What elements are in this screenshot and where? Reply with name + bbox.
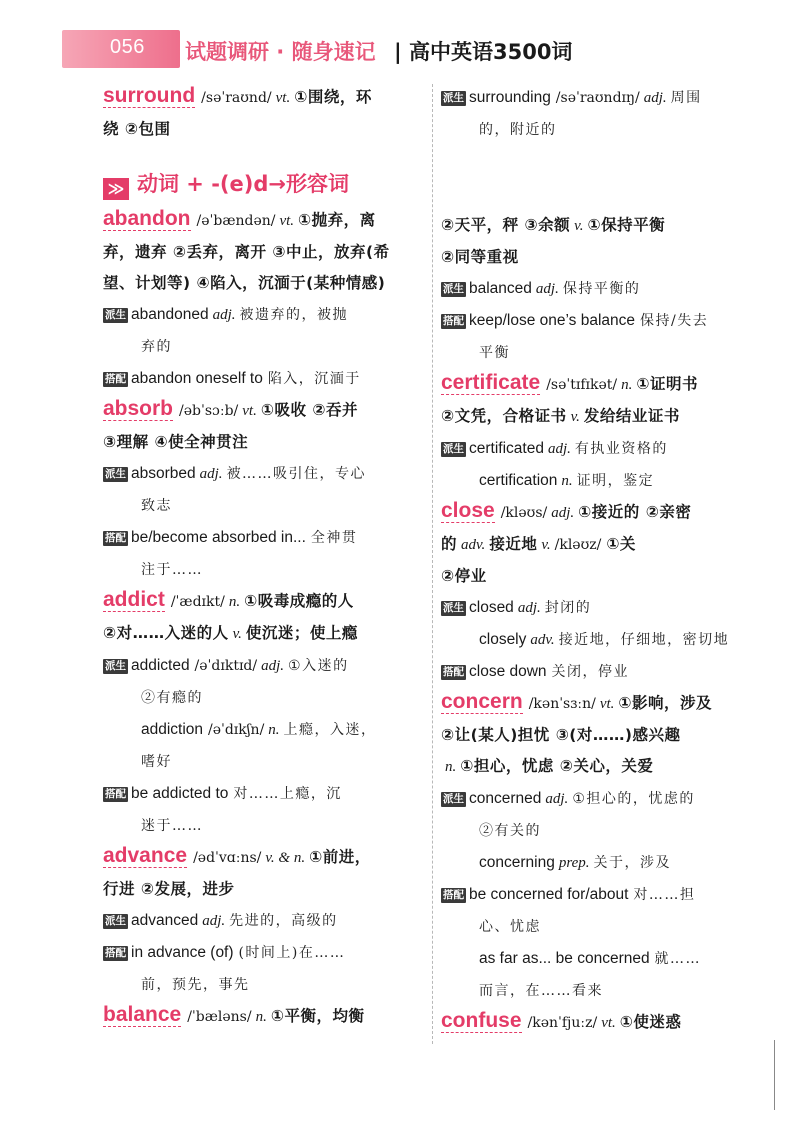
collocation-line	[103, 363, 425, 395]
collocation-tag: 搭配	[105, 373, 126, 385]
derivative-definition: 保持平衡的	[562, 281, 641, 297]
page-edge-mark	[774, 1040, 775, 1110]
section-title: 动词 + -(e)d→形容词	[137, 172, 349, 196]
page-header	[0, 30, 800, 68]
definition: ①抛弃，离	[298, 211, 376, 229]
derivative-continuation	[103, 490, 425, 522]
derivative-word: addicted	[131, 657, 190, 674]
collocation-tag: 搭配	[105, 947, 126, 959]
collocation-definition: 心、忧虑	[479, 919, 541, 935]
collocation-continuation	[103, 810, 425, 842]
collocation-definition: 前，预先，事先	[141, 977, 250, 993]
collocation-line	[441, 879, 761, 911]
phonetic: /kənˈfjuːz/	[527, 1015, 598, 1031]
definition: 接近地	[489, 535, 538, 553]
derivative-word: concerning	[479, 854, 555, 871]
phonetic: /kləʊs/	[500, 505, 548, 521]
collocation-continuation	[103, 554, 425, 586]
definition: 发给结业证书	[583, 407, 680, 425]
collocation-definition: 陷入，沉湎于	[267, 371, 361, 387]
entry-continuation	[441, 401, 761, 433]
derivative-definition: 封闭的	[544, 600, 592, 616]
definition: ②文凭，合格证书	[441, 407, 567, 425]
part-of-speech: adj.	[545, 791, 569, 807]
entry-addict	[103, 586, 425, 618]
headword: absorb	[103, 397, 174, 420]
header-title	[394, 36, 572, 66]
collocation-phrase: close down	[469, 663, 547, 680]
derivative-tag: 派生	[443, 602, 464, 614]
part-of-speech: n.	[228, 594, 241, 610]
collocation-line	[441, 943, 761, 975]
definition: 的	[441, 535, 458, 553]
entry-continuation	[103, 874, 425, 905]
definition: ①吸收 ②吞并	[260, 401, 358, 419]
collocation-phrase: be concerned for/about	[469, 886, 629, 903]
derivative-word: absorbed	[131, 465, 196, 482]
collocation-line	[441, 656, 761, 688]
derivative-word: surrounding	[469, 89, 551, 106]
entry-advance	[103, 842, 425, 874]
phonetic: /əbˈsɔːb/	[179, 403, 239, 419]
entry-absorb	[103, 395, 425, 427]
derivative-line	[103, 714, 425, 746]
collocation-tag: 搭配	[105, 788, 126, 800]
definition: ①保持平衡	[587, 216, 666, 234]
section-spacer	[441, 146, 761, 210]
phonetic: /əˈbændən/	[196, 213, 276, 229]
part-of-speech: adj.	[547, 441, 571, 457]
phonetic: /ədˈvɑːns/	[193, 850, 262, 866]
entry-balance	[103, 1001, 425, 1033]
derivative-line	[441, 433, 761, 465]
definition: 绕 ②包围	[103, 120, 171, 138]
collocation-definition: (时间上)在……	[238, 945, 346, 961]
part-of-speech: adj.	[643, 90, 667, 106]
definition: ①影响，涉及	[618, 694, 713, 712]
derivative-tag: 派生	[443, 92, 464, 104]
collocation-line	[103, 778, 425, 810]
column-divider	[432, 84, 433, 1044]
collocation-definition: 注于……	[141, 562, 203, 578]
derivative-tag: 派生	[443, 283, 464, 295]
definition: ①接近的 ②亲密	[578, 503, 692, 521]
collocation-definition: 迷于……	[141, 818, 203, 834]
entry-continuation	[441, 751, 761, 783]
derivative-line	[441, 273, 761, 305]
derivative-continuation	[441, 114, 761, 146]
collocation-definition: 对……担	[633, 887, 696, 903]
collocation-definition: 全神贯	[310, 530, 358, 546]
book-title: 高中英语3500词	[408, 40, 573, 64]
part-of-speech: vt.	[601, 1015, 616, 1031]
entry-continuation	[103, 427, 425, 458]
collocation-definition: 而言，在……看来	[479, 983, 603, 999]
derivative-line	[103, 458, 425, 490]
part-of-speech: v.	[570, 409, 580, 425]
part-of-speech: adj.	[202, 913, 226, 929]
headword: confuse	[441, 1009, 522, 1032]
derivative-word: closed	[469, 599, 514, 616]
entry-abandon	[103, 205, 425, 237]
entry-concern	[441, 688, 761, 720]
derivative-definition: 先进的，高级的	[229, 913, 338, 929]
part-of-speech: adj.	[261, 658, 285, 674]
entry-surround	[103, 82, 425, 114]
collocation-line	[103, 937, 425, 969]
collocation-tag: 搭配	[105, 532, 126, 544]
definition: ①吸毒成瘾的人	[244, 592, 354, 610]
part-of-speech: n.	[268, 722, 280, 738]
derivative-definition: 上瘾，入迷，	[283, 722, 377, 738]
part-of-speech: vt.	[599, 696, 615, 712]
derivative-definition: 证明，鉴定	[576, 473, 655, 489]
part-of-speech: adj.	[535, 281, 559, 297]
collocation-tag: 搭配	[443, 315, 464, 327]
headword: abandon	[103, 207, 191, 230]
collocation-definition: 就……	[654, 951, 702, 967]
derivative-definition: 被遗弃的，被抛	[239, 307, 349, 323]
derivative-line	[441, 624, 761, 656]
derivative-word: balanced	[469, 280, 532, 297]
derivative-line	[441, 465, 761, 497]
part-of-speech: adj.	[551, 505, 575, 521]
derivative-definition: 致志	[141, 498, 172, 514]
entry-continuation	[103, 268, 425, 299]
headword: concern	[441, 690, 523, 713]
derivative-tag: 派生	[443, 443, 464, 455]
definition: ①平衡，均衡	[270, 1007, 365, 1025]
part-of-speech: prep.	[558, 855, 590, 871]
entry-continuation	[441, 561, 761, 592]
derivative-tag: 派生	[105, 309, 126, 321]
derivative-definition: 弃的	[141, 339, 172, 355]
collocation-definition: 平衡	[479, 345, 510, 361]
entry-close	[441, 497, 761, 529]
headword: certificate	[441, 371, 541, 394]
part-of-speech: n.	[621, 377, 633, 393]
definition: ②对……入迷的人	[103, 624, 229, 642]
derivative-definition: ①入迷的	[288, 658, 349, 674]
collocation-continuation	[441, 975, 761, 1007]
header-separator: |	[394, 40, 402, 64]
part-of-speech: v.	[232, 626, 242, 642]
derivative-definition: 接近地，仔细地，密切地	[558, 632, 730, 648]
definition: ②停业	[441, 567, 487, 585]
entry-continuation	[441, 210, 761, 242]
derivative-continuation	[441, 815, 761, 847]
definition: ①使迷惑	[619, 1013, 682, 1031]
collocation-line	[441, 305, 761, 337]
part-of-speech: vt.	[242, 403, 257, 419]
derivative-continuation	[103, 682, 425, 714]
collocation-tag: 搭配	[443, 889, 464, 901]
definition: 行进 ②发展，进步	[103, 880, 235, 898]
double-chevron-icon: ≫	[103, 178, 129, 200]
part-of-speech: vt.	[279, 213, 295, 229]
part-of-speech: v.	[574, 218, 584, 234]
headword: advance	[103, 844, 188, 867]
entry-continuation	[441, 720, 761, 751]
entry-continuation	[103, 618, 425, 650]
derivative-line	[441, 592, 761, 624]
derivative-word: advanced	[131, 912, 199, 929]
phonetic: /səˈraʊndɪŋ/	[555, 90, 640, 106]
derivative-definition: ②有关的	[479, 823, 541, 839]
collocation-line	[103, 522, 425, 554]
derivative-continuation	[103, 746, 425, 778]
collocation-definition: 对……上瘾，沉	[233, 786, 342, 802]
section-heading	[103, 167, 425, 201]
part-of-speech: n.	[445, 759, 457, 775]
derivative-tag: 派生	[105, 468, 126, 480]
entry-certificate	[441, 369, 761, 401]
derivative-word: certification	[479, 472, 558, 489]
headword: surround	[103, 84, 196, 107]
derivative-definition: 被……吸引住，专心	[226, 466, 367, 482]
headword: balance	[103, 1003, 182, 1026]
part-of-speech: vt.	[275, 90, 291, 106]
definition: ①证明书	[636, 375, 699, 393]
entry-continuation	[441, 242, 761, 273]
definition: ①关	[606, 535, 636, 553]
definition: ①担心，忧虑 ②关心，关爱	[460, 757, 654, 775]
collocation-phrase: be/become absorbed in...	[131, 529, 306, 546]
derivative-word: abandoned	[131, 306, 209, 323]
derivative-definition: 的，附近的	[479, 122, 557, 138]
phonetic: /kənˈsɜːn/	[528, 696, 596, 712]
definition: ②同等重视	[441, 248, 519, 266]
phonetic: /ˈbæləns/	[187, 1009, 252, 1025]
collocation-phrase: as far as... be concerned	[479, 950, 650, 967]
collocation-phrase: keep/lose one’s balance	[469, 312, 636, 329]
collocation-phrase: be addicted to	[131, 785, 229, 802]
derivative-word: addiction	[141, 721, 204, 738]
left-column	[103, 82, 425, 1033]
derivative-line	[103, 299, 425, 331]
part-of-speech: n.	[255, 1009, 267, 1025]
part-of-speech: adj.	[199, 466, 223, 482]
derivative-line	[103, 650, 425, 682]
entry-confuse	[441, 1007, 761, 1039]
definition: ②天平，秤 ③余额	[441, 216, 571, 234]
definition: ③理解 ④使全神贯注	[103, 433, 249, 451]
part-of-speech: v.	[541, 537, 551, 553]
derivative-tag: 派生	[105, 915, 126, 927]
definition: 弃，遗弃 ②丢弃，离开 ③中止，放弃(希	[103, 243, 390, 261]
header-tag: 试题调研 · 随身速记	[185, 40, 376, 64]
definition: 望、计划等) ④陷入，沉湎于(某种情感)	[103, 274, 386, 292]
derivative-word: certificated	[469, 440, 544, 457]
phonetic: /səˈtɪfɪkət/	[546, 377, 618, 393]
phonetic: /əˈdɪktɪd/	[194, 658, 258, 674]
collocation-tag: 搭配	[443, 666, 464, 678]
derivative-definition: 周围	[670, 90, 702, 106]
part-of-speech: adv.	[461, 537, 486, 553]
phonetic: /kləʊz/	[554, 537, 602, 553]
collocation-definition: 关闭，停业	[551, 664, 629, 680]
phonetic: /ˈædɪkt/	[170, 594, 225, 610]
definition: ①围绕，环	[294, 88, 372, 106]
collocation-continuation	[103, 969, 425, 1001]
page-number: 056	[110, 36, 145, 58]
derivative-definition: ②有瘾的	[141, 690, 203, 706]
definition: ①前进，	[309, 848, 371, 866]
headword: addict	[103, 588, 165, 611]
derivative-word: closely	[479, 631, 527, 648]
collocation-continuation	[441, 911, 761, 943]
derivative-line	[441, 783, 761, 815]
entry-continuation	[103, 114, 425, 145]
part-of-speech: v. & n.	[265, 850, 306, 866]
collocation-definition: 保持/失去	[639, 313, 709, 329]
entry-continuation	[441, 529, 761, 561]
derivative-tag: 派生	[105, 660, 126, 672]
derivative-line	[441, 82, 761, 114]
phonetic: /səˈraʊnd/	[201, 90, 272, 106]
derivative-definition: 关于，涉及	[593, 855, 672, 871]
part-of-speech: adv.	[530, 632, 555, 648]
collocation-continuation	[441, 337, 761, 369]
definition: 使沉迷；使上瘾	[245, 624, 358, 642]
derivative-line	[441, 847, 761, 879]
part-of-speech: n.	[561, 473, 573, 489]
entry-continuation	[103, 237, 425, 268]
part-of-speech: adj.	[212, 307, 236, 323]
derivative-word: concerned	[469, 790, 542, 807]
phonetic: /əˈdɪkʃn/	[207, 722, 265, 738]
collocation-phrase: abandon oneself to	[131, 370, 263, 387]
derivative-tag: 派生	[443, 793, 464, 805]
collocation-phrase: in advance (of)	[131, 944, 234, 961]
definition: ②让(某人)担忧 ③(对……)感兴趣	[441, 726, 681, 744]
right-column	[441, 82, 761, 1039]
derivative-definition: 有执业资格的	[574, 441, 668, 457]
derivative-definition: 嗜好	[141, 754, 172, 770]
headword: close	[441, 499, 495, 522]
part-of-speech: adj.	[517, 600, 541, 616]
derivative-definition: ①担心的，忧虑的	[572, 791, 695, 807]
derivative-continuation	[103, 331, 425, 363]
derivative-line	[103, 905, 425, 937]
